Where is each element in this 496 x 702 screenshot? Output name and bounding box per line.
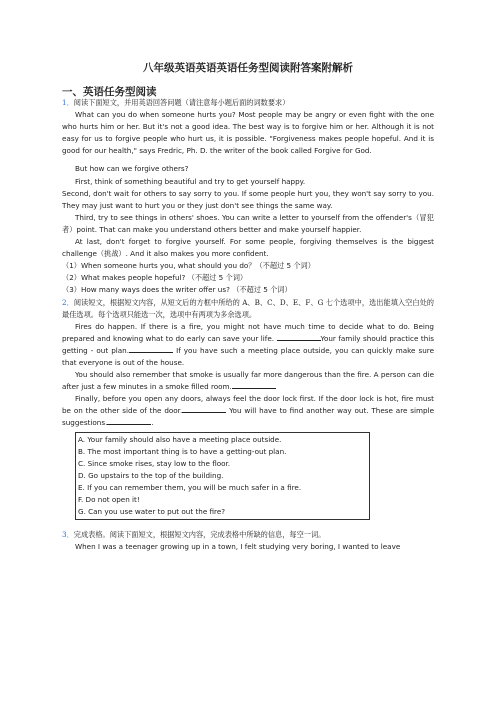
- options-box: [75, 432, 370, 521]
- question-number: 3．: [62, 530, 74, 540]
- paragraph: Second, don't wait for others to say sorry to you. If some people hurt you, they won't say sorry to you. They may just want to hurt you or they just don't see things the same way.: [62, 188, 434, 210]
- sub-question: （2）What makes people hopeful? （不超过 5 个词）: [62, 273, 248, 283]
- answer-blank[interactable]: [182, 405, 226, 413]
- paragraph: What can you do when someone hurts you? Most people may be angry or even fight with the one who hurts him or her. But it's not a good idea. The best way is to forgive him or her. Although it is not easy for us to forgive people who hurt us, it is possible. "Forgiveness makes people hopeful. And it is good for our health," says Fredric, Ph. D. the writer of the book called Forgive for God.: [62, 110, 434, 156]
- instruction-text: 阅读短文，根据短文内容，从短文后的方框中所给的 A、B、C、D、E、F、G 七个选项中，选出能填入空白处的最佳选项。每个选项只能选一次，选项中有两项为多余选项。: [62, 297, 434, 319]
- sub-question: （3）How many ways does the writer offer us? （不超过 5 个词）: [62, 285, 292, 295]
- option-a: A. Your family should also have a meeting place outside.: [78, 434, 282, 444]
- paragraph: Third, try to see things in others' shoes. You can write a letter to yourself from the offender's（冒犯者）point. That can make you understand others better and make yourself happier.: [62, 212, 434, 234]
- paragraph-text: You should also remember that smoke is usually far more dangerous than the fire. A person can die after just a few minutes in a smoke filled room.: [62, 370, 434, 392]
- option-d: D. Go upstairs to the top of the building.: [78, 470, 224, 480]
- question-number: 1．: [62, 98, 74, 107]
- answer-blank[interactable]: [129, 345, 173, 353]
- option-g: G. Can you use water to put out the fire?: [78, 507, 226, 517]
- paragraph-text: If you have such a meeting place outside, you can quickly make sure that everyone is out of the house.: [62, 345, 434, 367]
- paragraph-text: You will have to find another way out. These are simple suggestions.: [62, 406, 435, 428]
- question-number: 2．: [62, 297, 74, 307]
- option-b: B. The most important thing is to have a getting-out plan.: [78, 446, 287, 456]
- page-title: 八年级英语英语英语任务型阅读附答案附解析: [143, 62, 353, 74]
- answer-blank[interactable]: [107, 417, 151, 425]
- paragraph: When I was a teenager growing up in a town, I felt studying very boring, I wanted to leave: [75, 542, 401, 552]
- paragraph-text: Your family should practice this getting - out plan.: [62, 333, 434, 355]
- paragraph: But how can we forgive others?: [75, 164, 189, 174]
- option-c: C. Since smoke rises, stay low to the floor.: [78, 458, 231, 468]
- paragraph: First, think of something beautiful and try to get yourself happy.: [75, 176, 306, 186]
- answer-blank[interactable]: [232, 381, 276, 389]
- instruction-text: 完成表格。阅读下面短文，根据短文内容，完成表格中所缺的信息，每空一词。: [73, 530, 326, 540]
- question-3-instruction: [62, 529, 434, 541]
- question-1-instruction: [62, 97, 434, 109]
- answer-blank[interactable]: [277, 333, 321, 341]
- instruction-text: 阅读下面短文，并用英语回答问题（请注意每小题后面的词数要求）: [73, 98, 290, 107]
- sub-question: （1）When someone hurts you, what should you do？（不超过 5 个词）: [62, 261, 315, 271]
- paragraph-text: Finally, before you open any doors, always feel the door lock first. If the door lock is hot, fire must be on the other side of the door.: [62, 394, 434, 416]
- paragraph: [62, 321, 434, 369]
- question-2-instruction: [62, 297, 434, 321]
- paragraph: At last, don't forget to forgive yourself. For some people, forgiving themselves is the biggest challenge（挑战）. And it also makes you more confident.: [62, 237, 434, 259]
- option-f: F. Do not open it!: [78, 495, 140, 504]
- section-heading: 一、英语任务型阅读: [62, 86, 157, 98]
- option-e: E. If you can remember them, you will be much safer in a fire.: [78, 482, 302, 492]
- document-body: [62, 97, 434, 553]
- paragraph-text: Fires do happen. If there is a fire, you might not have much time to decide what to do. Being prepared and knowing what to do early can save your life.: [62, 321, 434, 343]
- paragraph: Finally, before you open any doors, always feel the door lock first. If the door lock is hot, fire must be on the other side of the door. You will have to find another way out. These are simple suggestions. .: [62, 394, 435, 428]
- paragraph: [62, 369, 434, 393]
